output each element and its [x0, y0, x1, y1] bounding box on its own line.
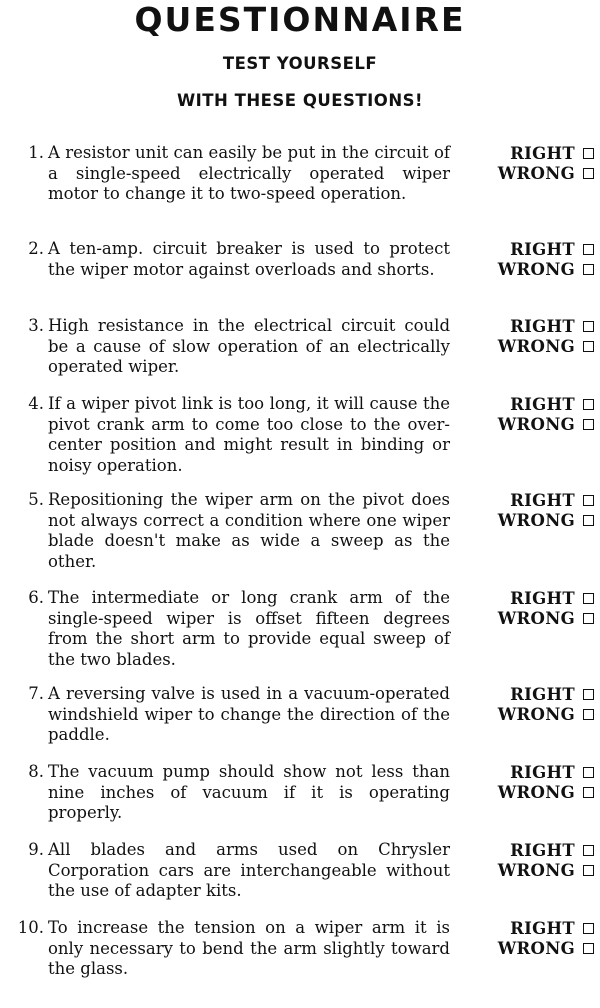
wrong-checkbox[interactable] — [583, 264, 594, 275]
question-number: 7. — [28, 684, 44, 703]
question-item-1 — [0, 143, 600, 233]
wrong-checkbox[interactable] — [583, 787, 594, 798]
wrong-option[interactable] — [462, 164, 594, 185]
right-checkbox[interactable] — [583, 399, 594, 410]
right-option[interactable] — [462, 762, 594, 783]
wrong-label: WRONG — [497, 609, 575, 629]
question-number: 8. — [28, 762, 44, 781]
question-text: A reversing valve is used in a vacuum-operated windshield wiper to change the direction of the paddle. — [48, 684, 450, 744]
right-checkbox[interactable] — [583, 321, 594, 332]
right-label: RIGHT — [510, 588, 575, 608]
wrong-checkbox[interactable] — [583, 515, 594, 526]
question-text: The intermediate or long crank arm of the single-speed wiper is offset fifteen degrees from the short arm to provide equal sweep of the two blades. — [48, 588, 450, 669]
right-label: RIGHT — [510, 918, 575, 938]
right-option[interactable] — [462, 239, 594, 260]
right-option[interactable] — [462, 143, 594, 164]
wrong-option[interactable] — [462, 415, 594, 436]
answer-options — [462, 239, 594, 280]
question-text: To increase the tension on a wiper arm it is only necessary to bend the arm slightly toward the glass. — [48, 918, 450, 978]
answer-options — [462, 394, 594, 435]
question-number: 2. — [28, 239, 44, 258]
right-option[interactable] — [462, 684, 594, 705]
answer-options — [462, 143, 594, 184]
wrong-checkbox[interactable] — [583, 865, 594, 876]
question-text: If a wiper pivot link is too long, it will cause the pivot crank arm to come too close to the over-center position and might result in binding or noisy operation. — [48, 394, 450, 475]
right-option[interactable] — [462, 588, 594, 609]
page-title: QUESTIONNAIRE — [134, 0, 466, 39]
right-option[interactable] — [462, 490, 594, 511]
right-label: RIGHT — [510, 394, 575, 414]
question-text: The vacuum pump should show not less than nine inches of vacuum if it is operating properly. — [48, 762, 450, 822]
right-checkbox[interactable] — [583, 689, 594, 700]
question-item-6 — [0, 588, 600, 678]
question-item-3 — [0, 316, 600, 406]
wrong-option[interactable] — [462, 705, 594, 726]
question-item-5 — [0, 490, 600, 580]
answer-options — [462, 840, 594, 881]
wrong-checkbox[interactable] — [583, 613, 594, 624]
wrong-label: WRONG — [497, 939, 575, 959]
right-option[interactable] — [462, 394, 594, 415]
answer-options — [462, 762, 594, 803]
question-item-10 — [0, 918, 600, 1008]
question-number: 10. — [17, 918, 44, 937]
right-checkbox[interactable] — [583, 593, 594, 604]
right-option[interactable] — [462, 316, 594, 337]
question-item-9 — [0, 840, 600, 930]
wrong-label: WRONG — [497, 511, 575, 531]
wrong-label: WRONG — [497, 164, 575, 184]
question-item-7 — [0, 684, 600, 774]
right-label: RIGHT — [510, 316, 575, 336]
right-label: RIGHT — [510, 762, 575, 782]
question-number: 6. — [28, 588, 44, 607]
wrong-option[interactable] — [462, 861, 594, 882]
right-option[interactable] — [462, 918, 594, 939]
question-number: 4. — [28, 394, 44, 413]
wrong-checkbox[interactable] — [583, 709, 594, 720]
wrong-checkbox[interactable] — [583, 943, 594, 954]
answer-options — [462, 316, 594, 357]
wrong-option[interactable] — [462, 511, 594, 532]
right-label: RIGHT — [510, 239, 575, 259]
wrong-checkbox[interactable] — [583, 341, 594, 352]
right-checkbox[interactable] — [583, 923, 594, 934]
wrong-option[interactable] — [462, 337, 594, 358]
wrong-label: WRONG — [497, 337, 575, 357]
question-text: High resistance in the electrical circuit could be a cause of slow operation of an electrically operated wiper. — [48, 316, 450, 376]
right-checkbox[interactable] — [583, 767, 594, 778]
question-item-4 — [0, 394, 600, 484]
wrong-option[interactable] — [462, 939, 594, 960]
wrong-checkbox[interactable] — [583, 419, 594, 430]
right-label: RIGHT — [510, 840, 575, 860]
wrong-label: WRONG — [497, 705, 575, 725]
question-text: A resistor unit can easily be put in the circuit of a single-speed electrically operated wiper motor to change it to two-speed operation. — [48, 143, 450, 203]
question-item-8 — [0, 762, 600, 852]
answer-options — [462, 918, 594, 959]
answer-options — [462, 588, 594, 629]
question-text: Repositioning the wiper arm on the pivot does not always correct a condition where one wiper blade doesn't make as wide a sweep as the other. — [48, 490, 450, 571]
question-number: 1. — [28, 143, 44, 162]
wrong-option[interactable] — [462, 260, 594, 281]
wrong-label: WRONG — [497, 861, 575, 881]
right-checkbox[interactable] — [583, 495, 594, 506]
right-checkbox[interactable] — [583, 244, 594, 255]
answer-options — [462, 684, 594, 725]
question-text: A ten-amp. circuit breaker is used to protect the wiper motor against overloads and shorts. — [48, 239, 450, 279]
question-number: 9. — [28, 840, 44, 859]
right-label: RIGHT — [510, 684, 575, 704]
wrong-option[interactable] — [462, 783, 594, 804]
answer-options — [462, 490, 594, 531]
question-number: 3. — [28, 316, 44, 335]
right-label: RIGHT — [510, 490, 575, 510]
wrong-label: WRONG — [497, 415, 575, 435]
question-number: 5. — [28, 490, 44, 509]
right-label: RIGHT — [510, 143, 575, 163]
right-checkbox[interactable] — [583, 845, 594, 856]
wrong-label: WRONG — [497, 260, 575, 280]
subtitle-test-yourself: TEST YOURSELF — [222, 54, 378, 73]
wrong-label: WRONG — [497, 783, 575, 803]
question-text: All blades and arms used on Chrysler Corporation cars are interchangeable without the use of adapter kits. — [48, 840, 450, 900]
right-checkbox[interactable] — [583, 148, 594, 159]
wrong-checkbox[interactable] — [583, 168, 594, 179]
right-option[interactable] — [462, 840, 594, 861]
wrong-option[interactable] — [462, 609, 594, 630]
subtitle-with-these-questions: WITH THESE QUESTIONS! — [176, 91, 424, 110]
